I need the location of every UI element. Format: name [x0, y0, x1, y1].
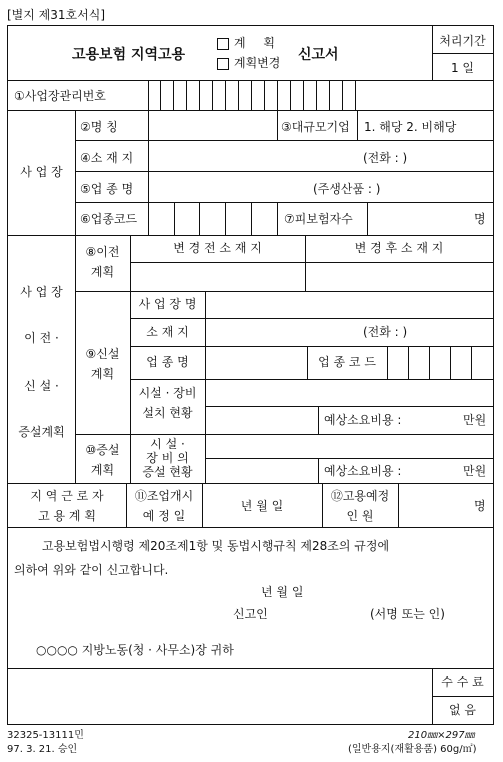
hire-label-l1: ⑫고용예정	[330, 489, 390, 503]
start-date-label-l2: 예 정 일	[142, 509, 186, 523]
option-plan-change[interactable]: 계획변경	[217, 57, 280, 70]
reporter-label: 신고인	[233, 607, 268, 621]
employment-section-l1: 지 역 근 로 자	[30, 489, 104, 503]
start-date-label-l1: ⑪조업개시	[134, 489, 194, 503]
plan-section-l4: 증설계획	[18, 425, 65, 439]
expand-plan-label-l2: 계획	[90, 463, 115, 477]
expand-cost-label: 예상소요비용 :	[324, 464, 402, 478]
form-code: 32325-13111민	[7, 730, 84, 741]
insured-unit: 명	[474, 212, 486, 226]
before-address-header: 변 경 전 소 재 지	[173, 241, 262, 255]
hire-unit: 명	[474, 499, 486, 513]
expand-cost-unit: 만원	[463, 464, 487, 478]
industry-label: ⑤업 종 명	[80, 182, 134, 196]
wp-phone-field[interactable]: (전화 : )	[363, 325, 408, 339]
employment-section-l2: 고 용 계 획	[38, 509, 96, 523]
after-address-header: 변 경 후 소 재 지	[354, 241, 444, 255]
paper-size: 210㎜×297㎜	[408, 730, 475, 741]
report-form	[7, 25, 494, 725]
form-title: 고용보험 지역고용	[72, 47, 186, 63]
plan-section-l1: 사 업 장	[20, 285, 63, 299]
addressee: ○○○○ 지방노동(청 · 사무소)장 귀하	[36, 643, 234, 657]
large-company-label: ③대규모기업	[281, 120, 350, 134]
new-plan-label-l1: ⑨신설	[85, 347, 120, 361]
fee-label: 수 수 료	[441, 675, 484, 689]
form-number-label: [별지 제31호서식]	[7, 8, 105, 22]
industry-code-label: ⑥업종코드	[80, 212, 138, 226]
checkbox-plan[interactable]	[217, 38, 229, 50]
expected-cost-label: 예상소요비용 :	[324, 413, 402, 427]
declaration-date[interactable]: 년 월 일	[261, 585, 304, 599]
approval-date: 97. 3. 21. 승인	[7, 744, 78, 755]
fee-value: 없 음	[449, 703, 476, 717]
large-company-options[interactable]: 1. 해당 2. 비해당	[364, 120, 457, 134]
processing-period-label: 처리기간	[439, 34, 486, 48]
phone-field[interactable]: (전화 : )	[363, 151, 408, 165]
workplace-section-label: 사 업 장	[20, 165, 63, 179]
wp-name-label: 사 업 장 명	[138, 297, 197, 311]
checkbox-plan-change[interactable]	[217, 58, 229, 70]
start-date-field[interactable]: 년 월 일	[240, 499, 284, 513]
hire-label-l2: 인 원	[346, 509, 374, 523]
new-plan-label-l2: 계획	[90, 367, 115, 381]
signature-field[interactable]: (서명 또는 인)	[370, 607, 445, 621]
insured-count-label: ⑦피보험자수	[284, 212, 353, 226]
expand-plan-label-l1: ⑩증설	[85, 443, 120, 457]
address-label: ④소 재 지	[80, 151, 134, 165]
plan-section-l3: 신 설 ·	[24, 379, 59, 393]
expand-facility-l2: 장 비 의	[146, 451, 189, 465]
expand-facility-l1: 시 설 ·	[150, 437, 185, 451]
facility-label-l2: 설치 현황	[142, 406, 193, 420]
expected-cost-unit: 만원	[463, 413, 487, 427]
main-product-field[interactable]: (주생산품 : )	[313, 182, 381, 196]
wp-industry-label: 업 종 명	[146, 355, 189, 369]
plan-section-l2: 이 전 ·	[24, 331, 59, 345]
relocation-label-l1: ⑧이전	[85, 245, 120, 259]
form-title-suffix: 신고서	[298, 47, 339, 63]
facility-label-l1: 시설 · 장비	[138, 386, 197, 400]
wp-address-label: 소 재 지	[146, 325, 189, 339]
wp-industry-code-label: 업 종 코 드	[318, 355, 376, 369]
declaration-line1: 고용보험법시행령 제20조제1항 및 동법시행규칙 제28조의 규정에	[42, 539, 390, 553]
name-label: ②명 칭	[80, 120, 118, 134]
processing-period-value: 1 일	[450, 61, 475, 75]
expand-facility-l3: 증설 현황	[142, 465, 193, 479]
paper-type: (일반용지(재활용품) 60g/㎡)	[348, 744, 477, 755]
declaration-line2: 의하여 위와 같이 신고합니다.	[14, 563, 169, 577]
relocation-label-l2: 계획	[90, 265, 115, 279]
employer-number-label: ①사업장관리번호	[14, 89, 106, 103]
option-plan[interactable]: 계 획	[217, 37, 282, 50]
